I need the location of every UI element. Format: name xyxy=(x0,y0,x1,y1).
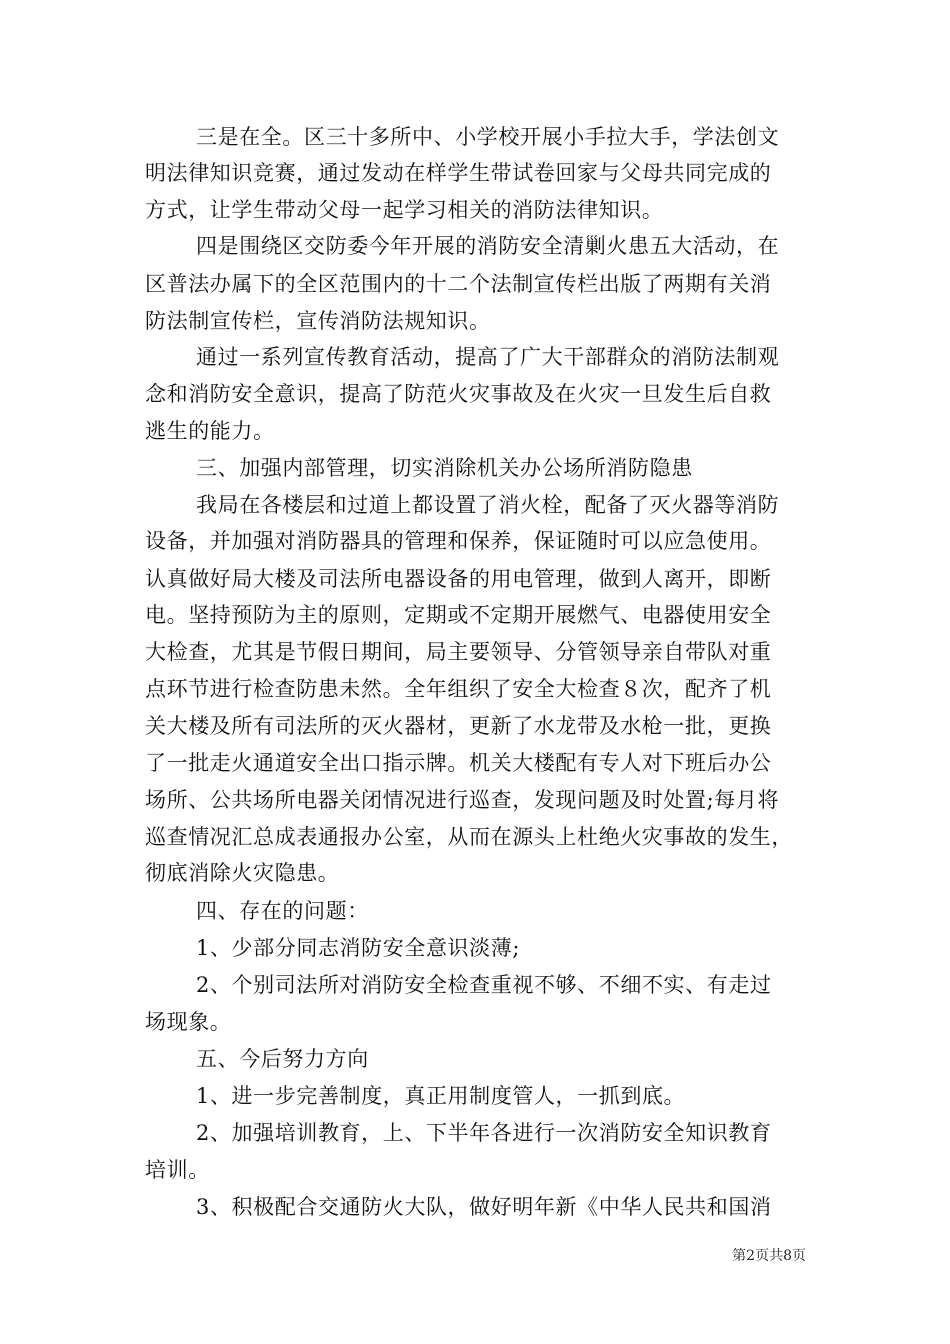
text-line: 关大楼及所有司法所的灭火器材，更新了水龙带及水枪一批，更换 xyxy=(145,714,772,738)
text-line: 彻底消除火灾隐患。 xyxy=(145,861,340,885)
list-item: 1、进一步完善制度，真正用制度管人，一抓到底。 xyxy=(196,1084,686,1108)
text-line: 巡查情况汇总成表通报办公室，从而在源头上杜绝火灾事故的发生， xyxy=(145,825,793,849)
list-item: 3、积极配合交通防火大队，做好明年新《中华人民共和国消 xyxy=(196,1195,772,1219)
section-heading: 四、存在的问题： xyxy=(196,899,369,923)
text-line: 念和消防安全意识，提高了防范火灾事故及在火灾一旦发生后自救 xyxy=(145,382,772,406)
list-item: 2、个别司法所对消防安全检查重视不够、不细不实、有走过 xyxy=(196,973,772,997)
text-line: 四是围绕区交防委今年开展的消防安全清剿火患五大活动，在 xyxy=(196,234,780,258)
text-line: 点环节进行检查防患未然。全年组织了安全大检查８次，配齐了机 xyxy=(145,677,772,701)
text-line: 了一批走火通道安全出口指示牌。机关大楼配有专人对下班后办公 xyxy=(145,751,772,775)
text-line: 防法制宣传栏，宣传消防法规知识。 xyxy=(145,309,491,333)
text-line: 培训。 xyxy=(145,1158,210,1182)
text-line: 电。坚持预防为主的原则，定期或不定期开展燃气、电器使用安全 xyxy=(145,603,772,627)
text-line: 大检查，尤其是节假日期间，局主要领导、分管领导亲自带队对重 xyxy=(145,640,772,664)
text-line: 逃生的能力。 xyxy=(145,419,275,443)
text-line: 场现象。 xyxy=(145,1010,232,1034)
text-line: 场所、公共场所电器关闭情况进行巡查，发现问题及时处置;每月将 xyxy=(145,788,780,812)
text-line: 方式，让学生带动父母一起学习相关的消防法律知识。 xyxy=(145,198,664,222)
list-item: 1、少部分同志消防安全意识淡薄; xyxy=(196,936,521,960)
text-line: 明法律知识竞赛，通过发动在样学生带试卷回家与父母共同完成的 xyxy=(145,161,772,185)
section-heading: 五、今后努力方向 xyxy=(196,1047,369,1071)
section-heading: 三、加强内部管理，切实消除机关办公场所消防隐患 xyxy=(196,456,693,480)
text-line: 三是在全。区三十多所中、小学校开展小手拉大手，学法创文 xyxy=(196,125,780,149)
text-line: 区普法办属下的全区范围内的十二个法制宣传栏出版了两期有关消 xyxy=(145,272,772,296)
text-line: 通过一系列宣传教育活动，提高了广大干部群众的消防法制观 xyxy=(196,345,780,369)
text-line: 设备，并加强对消防器具的管理和保养，保证随时可以应急使用。 xyxy=(145,529,772,553)
page-number: 第2页共8页 xyxy=(732,1248,806,1264)
text-line: 认真做好局大楼及司法所电器设备的用电管理，做到人离开，即断 xyxy=(145,567,772,591)
list-item: 2、加强培训教育，上、下半年各进行一次消防安全知识教育 xyxy=(196,1121,772,1145)
text-line: 我局在各楼层和过道上都设置了消火栓，配备了灭火器等消防 xyxy=(196,493,780,517)
